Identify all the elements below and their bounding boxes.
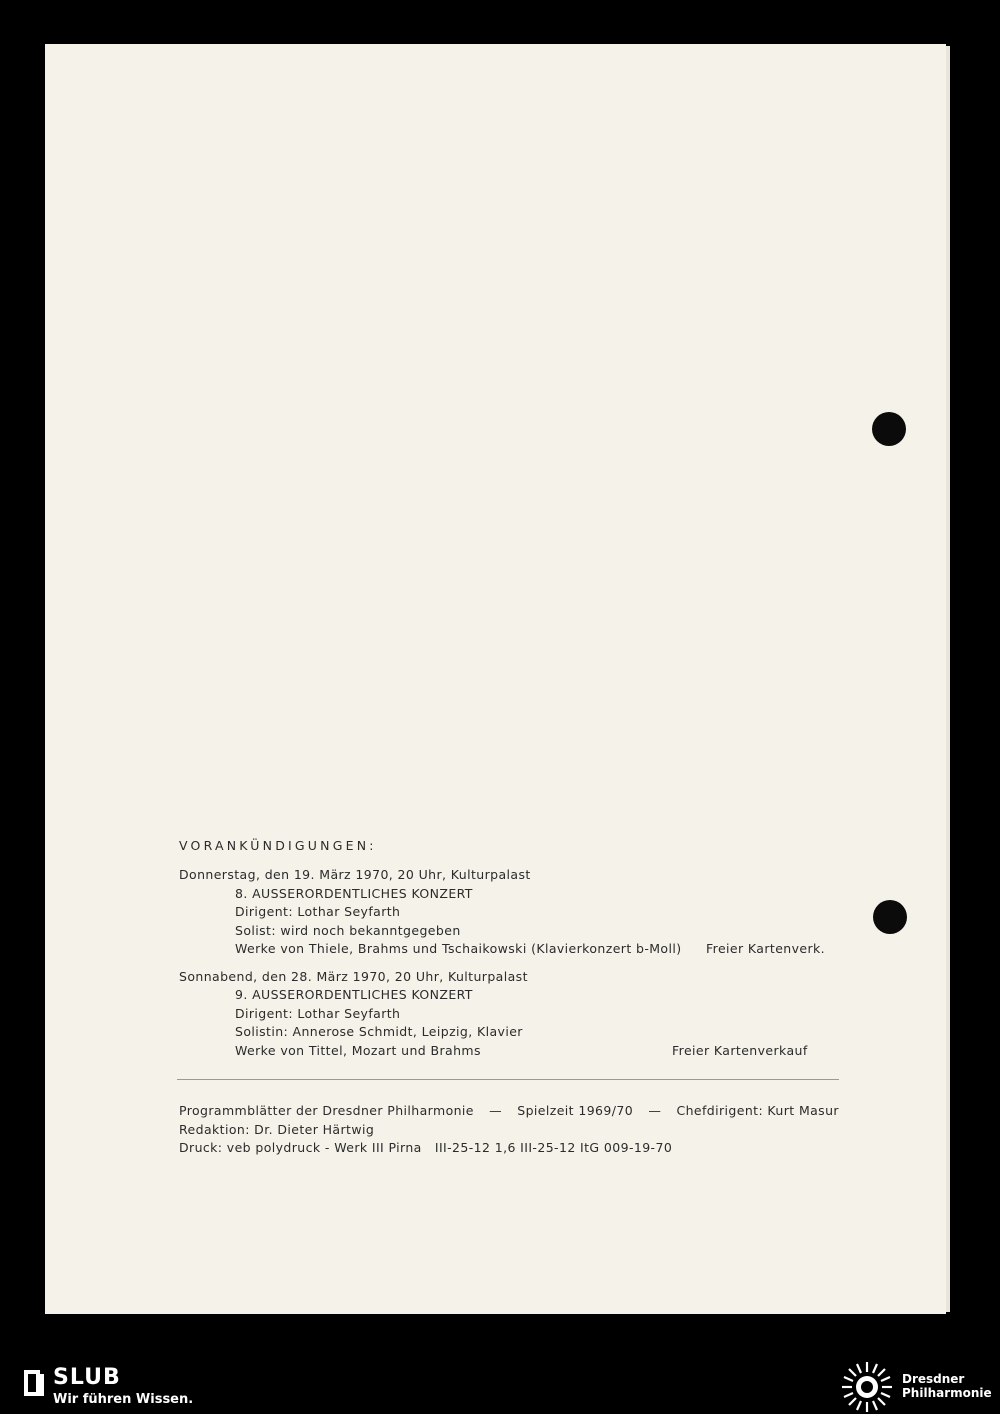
program-chief-conductor: Chefdirigent: Kurt Masur	[676, 1103, 839, 1118]
editor-line: Redaktion: Dr. Dieter Härtwig	[179, 1121, 375, 1137]
program-publisher: Programmblätter der Dresdner Philharmonie	[179, 1103, 474, 1118]
program-footer	[179, 1102, 839, 1158]
event-title: 8. AUSSERORDENTLICHES KONZERT	[235, 885, 473, 901]
event-soloist: Solistin: Annerose Schmidt, Leipzig, Klavier	[235, 1024, 523, 1039]
announcement-block	[179, 838, 839, 1158]
event-works: Werke von Thiele, Brahms und Tschaikowski (Klavierkonzert b-Moll)	[235, 941, 682, 956]
divider-line	[177, 1079, 839, 1080]
event-date: Donnerstag, den 19. März 1970, 20 Uhr, Kulturpalast	[179, 867, 531, 882]
slub-logo-icon[interactable]	[22, 1368, 46, 1398]
event-2	[179, 968, 839, 1061]
program-line	[179, 1102, 839, 1121]
slub-logo-text[interactable]: SLUB	[53, 1365, 121, 1390]
announcements-heading: VORANKÜNDIGUNGEN:	[179, 838, 377, 853]
page-edge	[946, 46, 950, 1312]
orchestra-name-line-2: Philharmonie	[902, 1386, 992, 1400]
orchestra-name	[902, 1372, 992, 1400]
event-works-row	[179, 1042, 839, 1061]
event-soloist: Solist: wird noch bekanntgegeben	[235, 922, 461, 938]
event-tickets: Freier Kartenverkauf	[672, 1042, 808, 1058]
program-season: Spielzeit 1969/70	[517, 1103, 634, 1118]
event-works: Werke von Tittel, Mozart und Brahms	[235, 1042, 481, 1058]
event-date: Sonnabend, den 28. März 1970, 20 Uhr, Kulturpalast	[179, 968, 528, 984]
program-dash-2: —	[648, 1103, 662, 1118]
archive-footer-bar	[0, 1352, 1000, 1412]
slub-tagline: Wir führen Wissen.	[53, 1392, 194, 1407]
print-line: Druck: veb polydruck - Werk III Pirna III-25-12 1,6 III-25-12 ItG 009-19-70	[179, 1140, 673, 1155]
event-tickets: Freier Kartenverk.	[706, 941, 826, 956]
event-conductor: Dirigent: Lothar Seyfarth	[235, 904, 401, 919]
dresdner-philharmonie-logo-icon[interactable]	[840, 1360, 894, 1414]
event-conductor: Dirigent: Lothar Seyfarth	[235, 1005, 401, 1021]
punch-hole-bottom	[873, 900, 907, 934]
event-works-row	[179, 940, 839, 959]
punch-hole-top	[872, 412, 906, 446]
program-dash-1: —	[489, 1103, 503, 1118]
orchestra-name-line-1: Dresdner	[902, 1372, 965, 1386]
event-title: 9. AUSSERORDENTLICHES KONZERT	[235, 987, 473, 1002]
event-1	[179, 866, 839, 959]
